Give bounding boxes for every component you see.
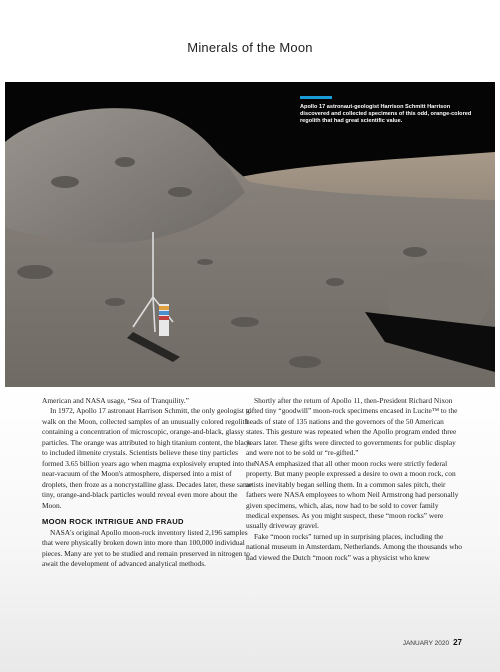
page-title: Minerals of the Moon bbox=[187, 40, 313, 55]
issue-date: JANUARY 2020 bbox=[402, 640, 450, 647]
paragraph: American and NASA usage, “Sea of Tranquility.” bbox=[42, 396, 189, 405]
paragraph: NASA emphasized that all other moon rocks were strictly federal property. But many people expressed a desire to own a moon rock, con artists inevitably began selling them. In a common sales pitch, their fathers were NASA employees to whom Neil Armstrong had personally given specimens, which, alas, now had to be sold to cover family medical expenses. As you might suspect, these “moon rocks” were usually driveway gravel. bbox=[246, 458, 459, 531]
caption-accent-bar bbox=[300, 96, 332, 99]
paragraph: In 1972, Apollo 17 astronaut Harrison Schmitt, the only geologist to walk on the Moon, collected samples of an unusually colored regolith containing a concentration of microscopic, orange-and-black, glassy particles. The orange was attributed to high titanium content, the black to included ilmenite crystals. Scientists believe these tiny particles formed 3.65 billion years ago when magma explosively erupted into the near-vacuum of the Moon's atmosphere, dispersed into a mist of droplets, then froze as a noncrystalline glass. Decades later, these same tiny, orange-and-black particles would reveal even more about the Moon. bbox=[42, 406, 255, 510]
photo-caption: Apollo 17 astronaut-geologist Harrison Schmitt Harrison discovered and collected specimens of this odd, orange-colored regolith that had great scientific value. bbox=[300, 104, 472, 125]
article-column-left bbox=[42, 396, 258, 570]
paragraph: Shortly after the return of Apollo 11, then-President Richard Nixon gifted tiny “goodwill” moon-rock specimens encased in Lucite™ to the heads of state of 135 nations and the governors of the 50 American states. This gesture was repeated when the Apollo program ended three years later. These gifts were directed to governments for public display and were not to be sold or “re-gifted.” bbox=[246, 396, 458, 458]
page-number: 27 bbox=[453, 638, 462, 647]
section-heading: MOON ROCK INTRIGUE AND FRAUD bbox=[42, 516, 184, 526]
article-column-right bbox=[246, 396, 462, 563]
paragraph: Fake “moon rocks” turned up in surprising places, including the national museum in Amsterdam, Netherlands. Among the thousands who had viewed the Dutch “moon rock” was a physicist who knew bbox=[246, 531, 462, 562]
paragraph: NASA's original Apollo moon-rock inventory listed 2,196 samples that were physically broken down into more than 100,000 individual pieces. Many are yet to be studied and remain preserved in nitrogen to await the development of advanced analytical methods. bbox=[42, 527, 250, 569]
page-footer bbox=[403, 638, 462, 647]
lunar-surface-photo bbox=[5, 82, 495, 387]
